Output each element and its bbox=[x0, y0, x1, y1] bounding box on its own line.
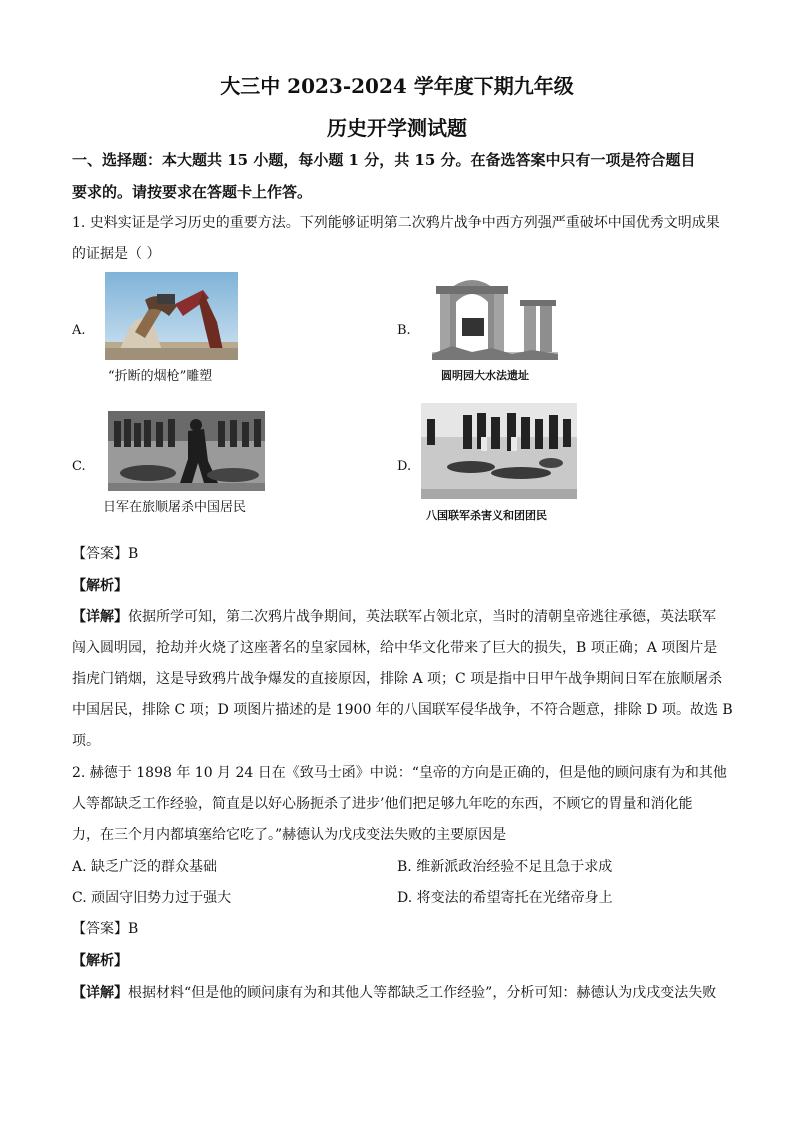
q1-option-b-caption: 圆明园大水法遗址 bbox=[441, 369, 529, 382]
q1-option-d-caption: 八国联军杀害义和团团民 bbox=[426, 509, 547, 522]
broken-opium-pipe-sculpture-image bbox=[105, 272, 238, 360]
yuanmingyuan-ruins-image bbox=[432, 272, 558, 360]
lushun-massacre-photo-image bbox=[108, 411, 265, 491]
q1-option-c-caption: 日军在旅顺屠杀中国居民 bbox=[103, 500, 247, 515]
q2-stem-line1: 2. 赫德于 1898 年 10 月 24 日在《致马士函》中说：“皇帝的方向是正确的，但是他的顾问康有为和其他 bbox=[72, 765, 727, 781]
q1-detail-line1 bbox=[72, 607, 732, 627]
section-instructions-line2: 要求的。请按要求在答题卡上作答。 bbox=[72, 183, 313, 201]
q2-detail-text: 根据材料“但是他的顾问康有为和其他人等都缺乏工作经验”，分析可知：赫德认为戊戌变法失败 bbox=[128, 985, 717, 1001]
eight-nation-alliance-photo-image bbox=[421, 403, 577, 499]
q2-option-b: B. 维新派政治经验不足且急于求成 bbox=[397, 859, 613, 875]
q1-stem-line1: 1. 史料实证是学习历史的重要方法。下列能够证明第二次鸦片战争中西方列强严重破坏中国优秀文明成果 bbox=[72, 215, 720, 231]
q1-option-a-letter: A. bbox=[72, 323, 86, 338]
q2-option-c: C. 顽固守旧势力过于强大 bbox=[72, 890, 232, 906]
q1-answer-text: 【答案】B bbox=[72, 546, 139, 562]
q2-stem-line3: 力，在三个月内都填塞给它吃了。”赫德认为戊戌变法失败的主要原因是 bbox=[72, 827, 507, 843]
q1-detail-line2: 闯入圆明园，抢劫并火烧了这座著名的皇家园林，给中华文化带来了巨大的损失，B 项正确；A 项图片是 bbox=[72, 640, 718, 656]
q1-detail-text1: 依据所学可知，第二次鸦片战争期间，英法联军占领北京，当时的清朝皇帝逃往承德，英法联军 bbox=[128, 609, 716, 625]
q2-analysis-label bbox=[72, 951, 732, 971]
q2-detail-tag: 【详解】 bbox=[72, 985, 128, 1001]
exam-subtitle: 历史开学测试题 bbox=[327, 116, 467, 140]
q2-answer-text: 【答案】B bbox=[72, 921, 139, 937]
q1-analysis-label bbox=[72, 576, 732, 596]
q1-option-a-caption: “折断的烟枪”雕塑 bbox=[108, 369, 213, 384]
q1-detail-line3: 指虎门销烟，这是导致鸦片战争爆发的直接原因，排除 A 项；C 项是指中日甲午战争期间日军在旅顺屠杀 bbox=[72, 671, 723, 687]
q2-answer bbox=[72, 919, 732, 939]
q1-option-b-letter: B. bbox=[397, 323, 411, 338]
q2-stem-line2: 人等都缺乏工作经验，简直是以好心肠扼杀了进步’他们把足够九年吃的东西，不顾它的胃量和消化能 bbox=[72, 796, 693, 812]
exam-title: 大三中 2023-2024 学年度下期九年级 bbox=[220, 74, 574, 98]
q2-option-d: D. 将变法的希望寄托在光绪帝身上 bbox=[397, 890, 613, 906]
q1-detail-line5: 项。 bbox=[72, 733, 100, 749]
q2-option-a: A. 缺乏广泛的群众基础 bbox=[72, 859, 218, 875]
q1-analysis-tag: 【解析】 bbox=[72, 578, 128, 594]
q1-detail-line4: 中国居民，排除 C 项；D 项图片描述的是 1900 年的八国联军侵华战争，不符合题意，排除 D 项。故选 B bbox=[72, 702, 733, 718]
q1-option-c-letter: C. bbox=[72, 459, 86, 474]
q1-stem-line2: 的证据是（ ） bbox=[72, 246, 161, 262]
q2-analysis-tag: 【解析】 bbox=[72, 953, 128, 969]
q1-detail-tag: 【详解】 bbox=[72, 609, 128, 625]
q1-answer bbox=[72, 544, 732, 564]
q1-option-d-letter: D. bbox=[397, 459, 412, 474]
q2-detail-line1 bbox=[72, 983, 732, 1003]
section-instructions-line1: 一、选择题：本大题共 15 小题，每小题 1 分，共 15 分。在备选答案中只有一项是符合题目 bbox=[72, 151, 696, 169]
